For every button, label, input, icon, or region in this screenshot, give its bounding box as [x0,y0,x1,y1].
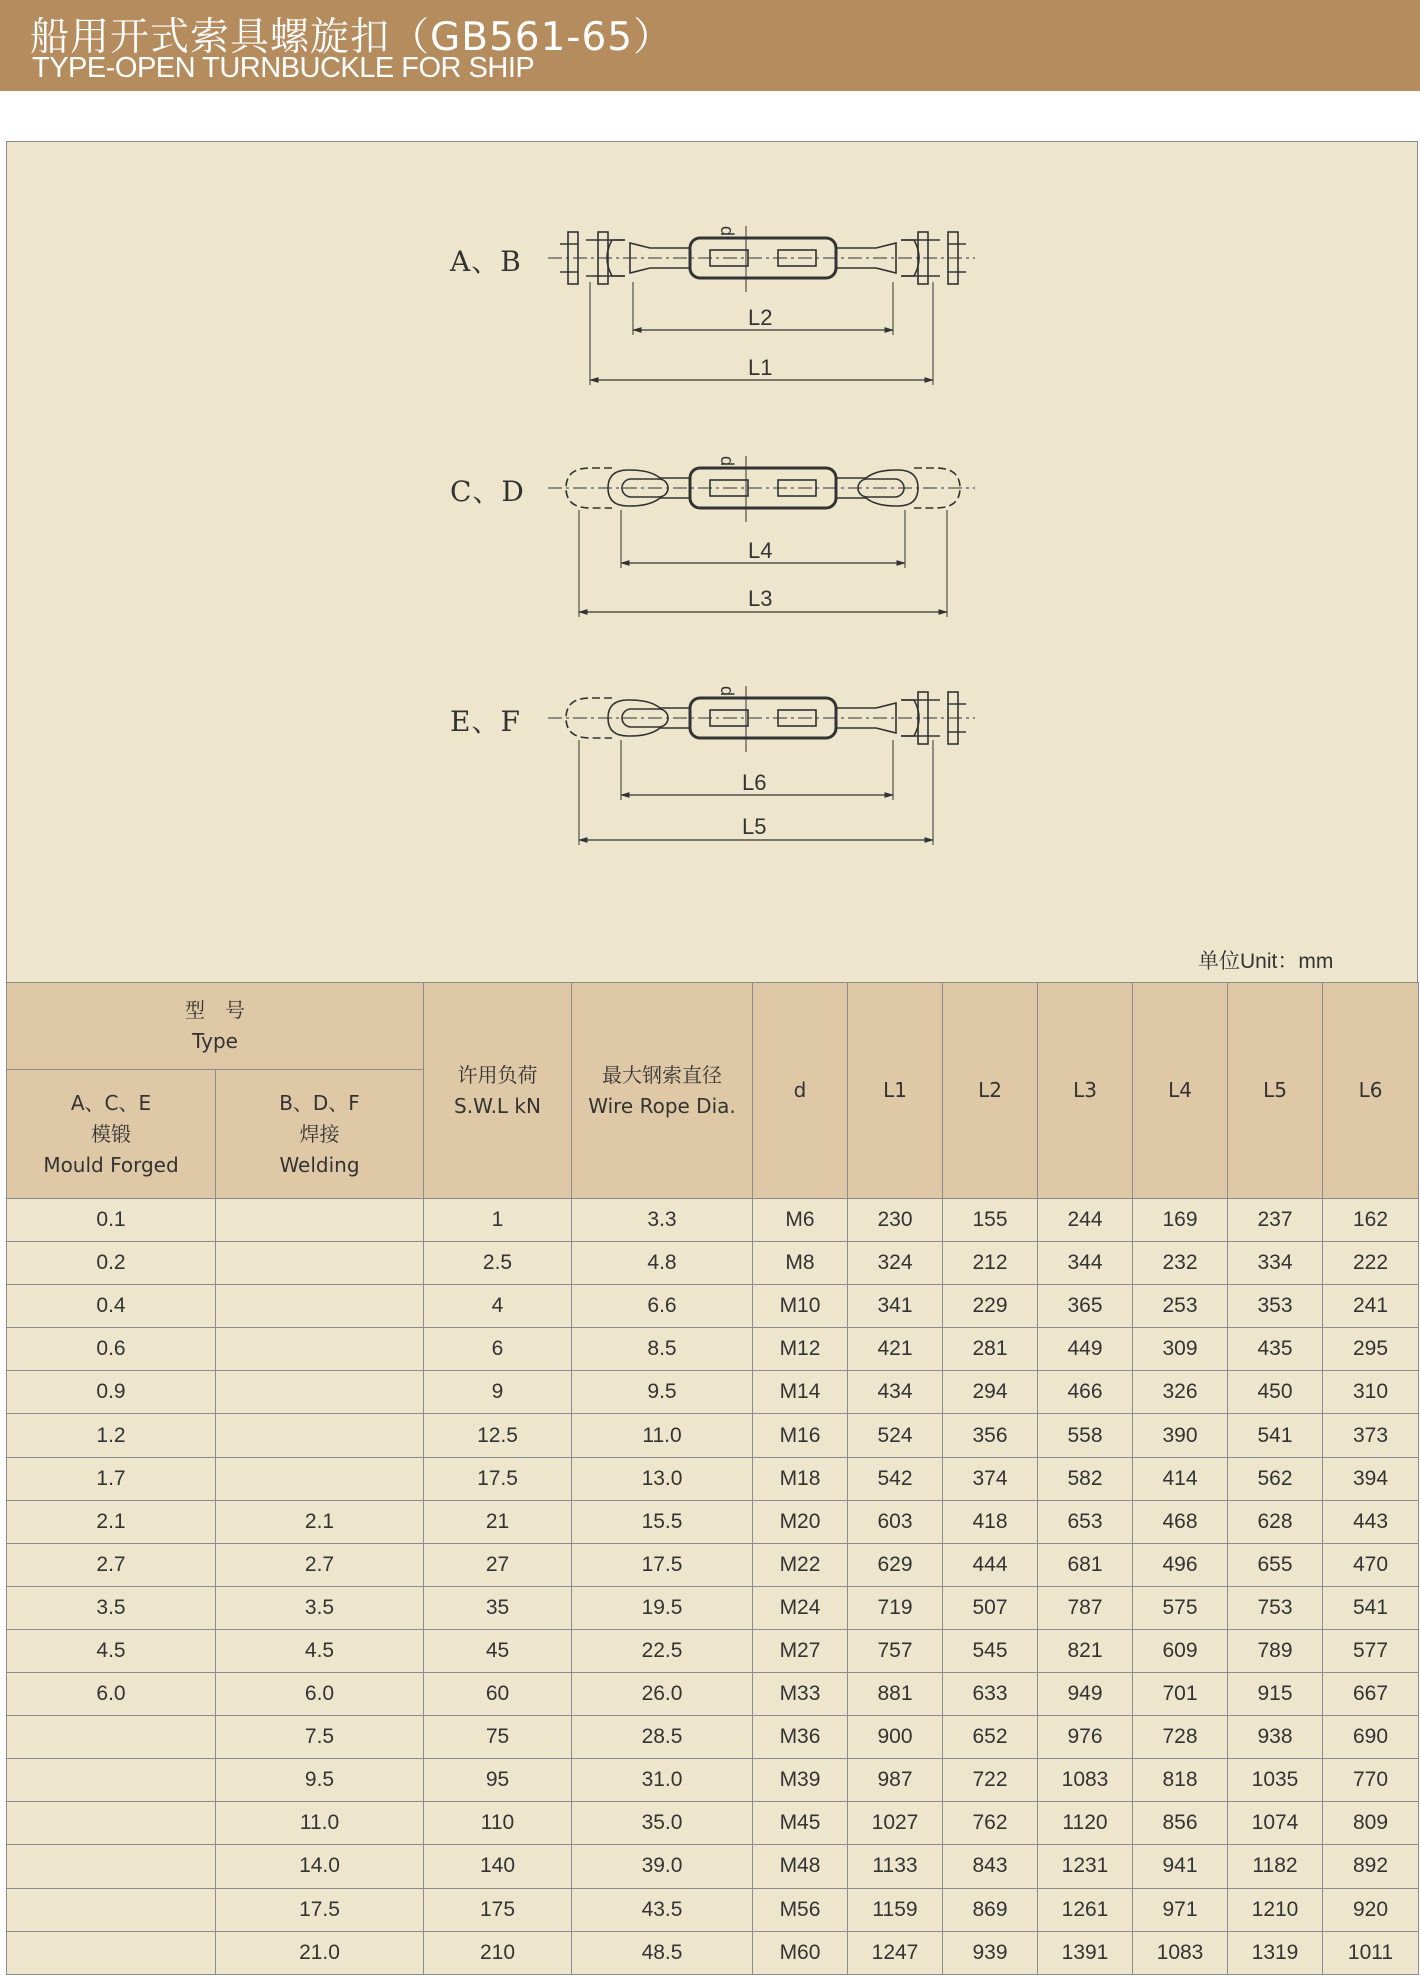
cell-l6: 690 [1323,1716,1419,1759]
cell-type-mould-forged: 4.5 [7,1629,216,1672]
cell-l2: 507 [943,1586,1038,1629]
cell-l4: 309 [1133,1328,1228,1371]
table-row [7,1285,1419,1328]
cell-l2: 356 [943,1414,1038,1457]
cell-d: M6 [753,1199,848,1242]
cell-l5: 753 [1228,1586,1323,1629]
cell-rope-dia: 4.8 [572,1242,753,1285]
cell-l2: 633 [943,1673,1038,1716]
cell-type-mould-forged: 3.5 [7,1586,216,1629]
cell-l6: 162 [1323,1199,1419,1242]
cell-l2: 444 [943,1543,1038,1586]
cell-l1: 1159 [848,1888,943,1931]
mould-forged-cn: 模锻 [91,1121,131,1146]
table-row [7,1586,1419,1629]
cell-l4: 856 [1133,1802,1228,1845]
cell-d: M24 [753,1586,848,1629]
cell-l2: 418 [943,1500,1038,1543]
cell-l3: 653 [1038,1500,1133,1543]
table-row [7,1242,1419,1285]
cell-l4: 701 [1133,1673,1228,1716]
cell-l1: 603 [848,1500,943,1543]
table-row [7,1716,1419,1759]
cell-l3: 1083 [1038,1759,1133,1802]
cell-l2: 229 [943,1285,1038,1328]
dim-label-l5: L5 [742,814,767,839]
cell-l6: 222 [1323,1242,1419,1285]
cell-l3: 949 [1038,1673,1133,1716]
cell-swl: 35 [424,1586,572,1629]
cell-swl: 140 [424,1845,572,1888]
cell-type-welding: 2.1 [216,1500,424,1543]
cell-l2: 722 [943,1759,1038,1802]
cell-l4: 253 [1133,1285,1228,1328]
cell-type-mould-forged: 1.2 [7,1414,216,1457]
cell-swl: 1 [424,1199,572,1242]
cell-l5: 450 [1228,1371,1323,1414]
cell-l3: 1120 [1038,1802,1133,1845]
cell-type-welding: 2.7 [216,1543,424,1586]
page-title-cn: 船用开式索具螺旋扣（GB561-65） [30,15,674,60]
cell-l6: 373 [1323,1414,1419,1457]
cell-type-welding: 9.5 [216,1759,424,1802]
cell-rope-dia: 13.0 [572,1457,753,1500]
cell-l6: 310 [1323,1371,1419,1414]
cell-l1: 629 [848,1543,943,1586]
table-row [7,1543,1419,1586]
cell-l6: 443 [1323,1500,1419,1543]
cell-l6: 541 [1323,1586,1419,1629]
cell-l3: 1231 [1038,1845,1133,1888]
cell-l1: 542 [848,1457,943,1500]
cell-l1: 421 [848,1328,943,1371]
cell-type-mould-forged [7,1888,216,1931]
cell-l5: 237 [1228,1199,1323,1242]
table-row [7,1802,1419,1845]
cell-l5: 1319 [1228,1931,1323,1974]
cell-type-mould-forged [7,1759,216,1802]
cell-l2: 939 [943,1931,1038,1974]
table-row [7,1328,1419,1371]
dim-label-ef-d: d [717,686,737,697]
cell-type-welding: 4.5 [216,1629,424,1672]
cell-swl: 17.5 [424,1457,572,1500]
cell-l2: 843 [943,1845,1038,1888]
cell-l5: 655 [1228,1543,1323,1586]
cell-l5: 1074 [1228,1802,1323,1845]
l4-header: L4 [1133,983,1228,1199]
cell-d: M12 [753,1328,848,1371]
dim-label-l2: L2 [748,305,773,330]
cell-l5: 353 [1228,1285,1323,1328]
cell-l4: 609 [1133,1629,1228,1672]
cell-l3: 466 [1038,1371,1133,1414]
cell-l3: 1391 [1038,1931,1133,1974]
cell-rope-dia: 15.5 [572,1500,753,1543]
cell-l4: 728 [1133,1716,1228,1759]
cell-l4: 971 [1133,1888,1228,1931]
rope-header-en: Wire Rope Dia. [588,1093,736,1118]
cell-type-welding: 11.0 [216,1802,424,1845]
swl-header-cn: 许用负荷 [457,1062,538,1087]
cell-swl: 9 [424,1371,572,1414]
cell-l4: 326 [1133,1371,1228,1414]
dim-label-l3: L3 [748,586,773,611]
cell-d: M20 [753,1500,848,1543]
l1-header: L1 [848,983,943,1199]
cell-type-mould-forged [7,1845,216,1888]
cell-l1: 1027 [848,1802,943,1845]
swl-header [424,983,572,1199]
cell-rope-dia: 17.5 [572,1543,753,1586]
cell-l4: 575 [1133,1586,1228,1629]
cell-l4: 414 [1133,1457,1228,1500]
spec-table [6,982,1419,1975]
cell-d: M14 [753,1371,848,1414]
dim-label-l6: L6 [742,770,767,795]
cell-l5: 1182 [1228,1845,1323,1888]
cell-l3: 976 [1038,1716,1133,1759]
table-row [7,1457,1419,1500]
cell-l1: 324 [848,1242,943,1285]
rope-header-cn: 最大钢索直径 [602,1062,722,1087]
cell-l4: 496 [1133,1543,1228,1586]
cell-type-welding: 14.0 [216,1845,424,1888]
cell-rope-dia: 6.6 [572,1285,753,1328]
table-row [7,1888,1419,1931]
cell-l1: 757 [848,1629,943,1672]
cell-d: M18 [753,1457,848,1500]
cell-d: M22 [753,1543,848,1586]
cell-l5: 628 [1228,1500,1323,1543]
diagram-label-ef: E、F [450,705,521,738]
cell-swl: 21 [424,1500,572,1543]
cell-d: M16 [753,1414,848,1457]
page-title-en: TYPE-OPEN TURNBUCKLE FOR SHIP [32,52,535,84]
cell-l6: 577 [1323,1629,1419,1672]
cell-type-mould-forged [7,1931,216,1974]
cell-type-mould-forged [7,1716,216,1759]
cell-d: M39 [753,1759,848,1802]
cell-l2: 281 [943,1328,1038,1371]
table-row [7,1931,1419,1974]
cell-rope-dia: 9.5 [572,1371,753,1414]
table-row [7,1500,1419,1543]
cell-l2: 294 [943,1371,1038,1414]
cell-type-mould-forged: 2.7 [7,1543,216,1586]
cell-l6: 809 [1323,1802,1419,1845]
cell-l2: 762 [943,1802,1038,1845]
cell-type-welding [216,1371,424,1414]
l6-header: L6 [1323,983,1419,1199]
cell-d: M27 [753,1629,848,1672]
cell-l4: 232 [1133,1242,1228,1285]
cell-l5: 915 [1228,1673,1323,1716]
cell-l5: 938 [1228,1716,1323,1759]
cell-type-welding [216,1199,424,1242]
dim-label-l1: L1 [748,355,773,380]
cell-l3: 681 [1038,1543,1133,1586]
unit-label: 单位Unit：mm [1198,950,1334,973]
turnbuckle-drawings [0,0,1420,900]
cell-l6: 1011 [1323,1931,1419,1974]
cell-l5: 789 [1228,1629,1323,1672]
cell-type-mould-forged: 1.7 [7,1457,216,1500]
cell-type-welding: 3.5 [216,1586,424,1629]
cell-l6: 667 [1323,1673,1419,1716]
rope-header [572,983,753,1199]
cell-swl: 75 [424,1716,572,1759]
cell-l4: 169 [1133,1199,1228,1242]
cell-type-welding: 6.0 [216,1673,424,1716]
cell-type-mould-forged: 6.0 [7,1673,216,1716]
cell-l5: 334 [1228,1242,1323,1285]
cell-l6: 470 [1323,1543,1419,1586]
cell-swl: 45 [424,1629,572,1672]
cell-rope-dia: 22.5 [572,1629,753,1672]
table-row [7,1414,1419,1457]
welding-types: B、D、F [279,1090,360,1115]
cell-type-welding: 7.5 [216,1716,424,1759]
cell-l6: 295 [1323,1328,1419,1371]
cell-d: M33 [753,1673,848,1716]
cell-rope-dia: 19.5 [572,1586,753,1629]
cell-d: M36 [753,1716,848,1759]
cell-l6: 770 [1323,1759,1419,1802]
mould-forged-header [7,1070,216,1199]
cell-l1: 881 [848,1673,943,1716]
cell-type-welding [216,1414,424,1457]
cell-rope-dia: 43.5 [572,1888,753,1931]
cell-rope-dia: 8.5 [572,1328,753,1371]
cell-d: M60 [753,1931,848,1974]
cell-l3: 787 [1038,1586,1133,1629]
cell-type-welding: 17.5 [216,1888,424,1931]
d-header: d [753,983,848,1199]
diagram-label-ab: A、B [450,245,522,278]
cell-type-mould-forged [7,1802,216,1845]
cell-d: M10 [753,1285,848,1328]
l3-header: L3 [1038,983,1133,1199]
cell-l3: 365 [1038,1285,1133,1328]
cell-type-mould-forged: 0.6 [7,1328,216,1371]
cell-rope-dia: 39.0 [572,1845,753,1888]
cell-d: M56 [753,1888,848,1931]
cell-l1: 1247 [848,1931,943,1974]
cell-rope-dia: 11.0 [572,1414,753,1457]
cell-l4: 818 [1133,1759,1228,1802]
table-row [7,1371,1419,1414]
cell-rope-dia: 35.0 [572,1802,753,1845]
table-row [7,1629,1419,1672]
cell-l3: 344 [1038,1242,1133,1285]
l5-header: L5 [1228,983,1323,1199]
cell-d: M45 [753,1802,848,1845]
cell-swl: 60 [424,1673,572,1716]
cell-swl: 210 [424,1931,572,1974]
l2-header: L2 [943,983,1038,1199]
cell-l4: 468 [1133,1500,1228,1543]
cell-rope-dia: 31.0 [572,1759,753,1802]
cell-l5: 562 [1228,1457,1323,1500]
welding-header [216,1070,424,1199]
cell-type-welding [216,1328,424,1371]
cell-l4: 941 [1133,1845,1228,1888]
cell-swl: 6 [424,1328,572,1371]
type-header-en: Type [192,1029,238,1053]
type-header [7,983,424,1070]
cell-l3: 449 [1038,1328,1133,1371]
cell-l6: 920 [1323,1888,1419,1931]
table-row [7,1759,1419,1802]
cell-l1: 230 [848,1199,943,1242]
cell-l4: 390 [1133,1414,1228,1457]
cell-l1: 524 [848,1414,943,1457]
type-header-cn: 型 号 [185,998,245,1022]
swl-header-en: S.W.L kN [454,1093,541,1118]
spec-table-body [7,1199,1419,1975]
cell-type-mould-forged: 0.9 [7,1371,216,1414]
cell-swl: 12.5 [424,1414,572,1457]
cell-type-mould-forged: 0.1 [7,1199,216,1242]
cell-l3: 821 [1038,1629,1133,1672]
cell-l3: 1261 [1038,1888,1133,1931]
cell-l1: 719 [848,1586,943,1629]
cell-l2: 212 [943,1242,1038,1285]
table-row [7,1673,1419,1716]
cell-l6: 892 [1323,1845,1419,1888]
dim-label-ab-d: d [717,226,737,237]
diagram-label-cd: C、D [450,475,525,508]
cell-l5: 1035 [1228,1759,1323,1802]
cell-l3: 558 [1038,1414,1133,1457]
cell-l3: 582 [1038,1457,1133,1500]
cell-type-mould-forged: 2.1 [7,1500,216,1543]
cell-l1: 341 [848,1285,943,1328]
cell-l5: 541 [1228,1414,1323,1457]
mould-forged-en: Mould Forged [43,1152,179,1177]
cell-l5: 435 [1228,1328,1323,1371]
cell-l1: 1133 [848,1845,943,1888]
cell-l2: 155 [943,1199,1038,1242]
cell-d: M8 [753,1242,848,1285]
welding-cn: 焊接 [299,1121,340,1146]
cell-swl: 2.5 [424,1242,572,1285]
welding-en: Welding [279,1152,360,1177]
cell-l2: 869 [943,1888,1038,1931]
table-row [7,1199,1419,1242]
cell-rope-dia: 48.5 [572,1931,753,1974]
cell-l3: 244 [1038,1199,1133,1242]
cell-swl: 95 [424,1759,572,1802]
cell-l1: 434 [848,1371,943,1414]
cell-l4: 1083 [1133,1931,1228,1974]
mould-forged-types: A、C、E [70,1090,152,1115]
cell-rope-dia: 28.5 [572,1716,753,1759]
cell-l5: 1210 [1228,1888,1323,1931]
cell-rope-dia: 3.3 [572,1199,753,1242]
cell-d: M48 [753,1845,848,1888]
cell-l6: 241 [1323,1285,1419,1328]
cell-type-welding [216,1457,424,1500]
dim-label-l4: L4 [748,538,773,563]
cell-swl: 27 [424,1543,572,1586]
cell-type-welding: 21.0 [216,1931,424,1974]
table-row [7,1845,1419,1888]
cell-l6: 394 [1323,1457,1419,1500]
cell-type-mould-forged: 0.4 [7,1285,216,1328]
cell-swl: 175 [424,1888,572,1931]
cell-l2: 545 [943,1629,1038,1672]
cell-type-welding [216,1285,424,1328]
cell-swl: 110 [424,1802,572,1845]
cell-l2: 374 [943,1457,1038,1500]
cell-l1: 987 [848,1759,943,1802]
cell-swl: 4 [424,1285,572,1328]
cell-rope-dia: 26.0 [572,1673,753,1716]
cell-type-mould-forged: 0.2 [7,1242,216,1285]
cell-type-welding [216,1242,424,1285]
dim-label-cd-d: d [717,456,737,467]
cell-l1: 900 [848,1716,943,1759]
cell-l2: 652 [943,1716,1038,1759]
